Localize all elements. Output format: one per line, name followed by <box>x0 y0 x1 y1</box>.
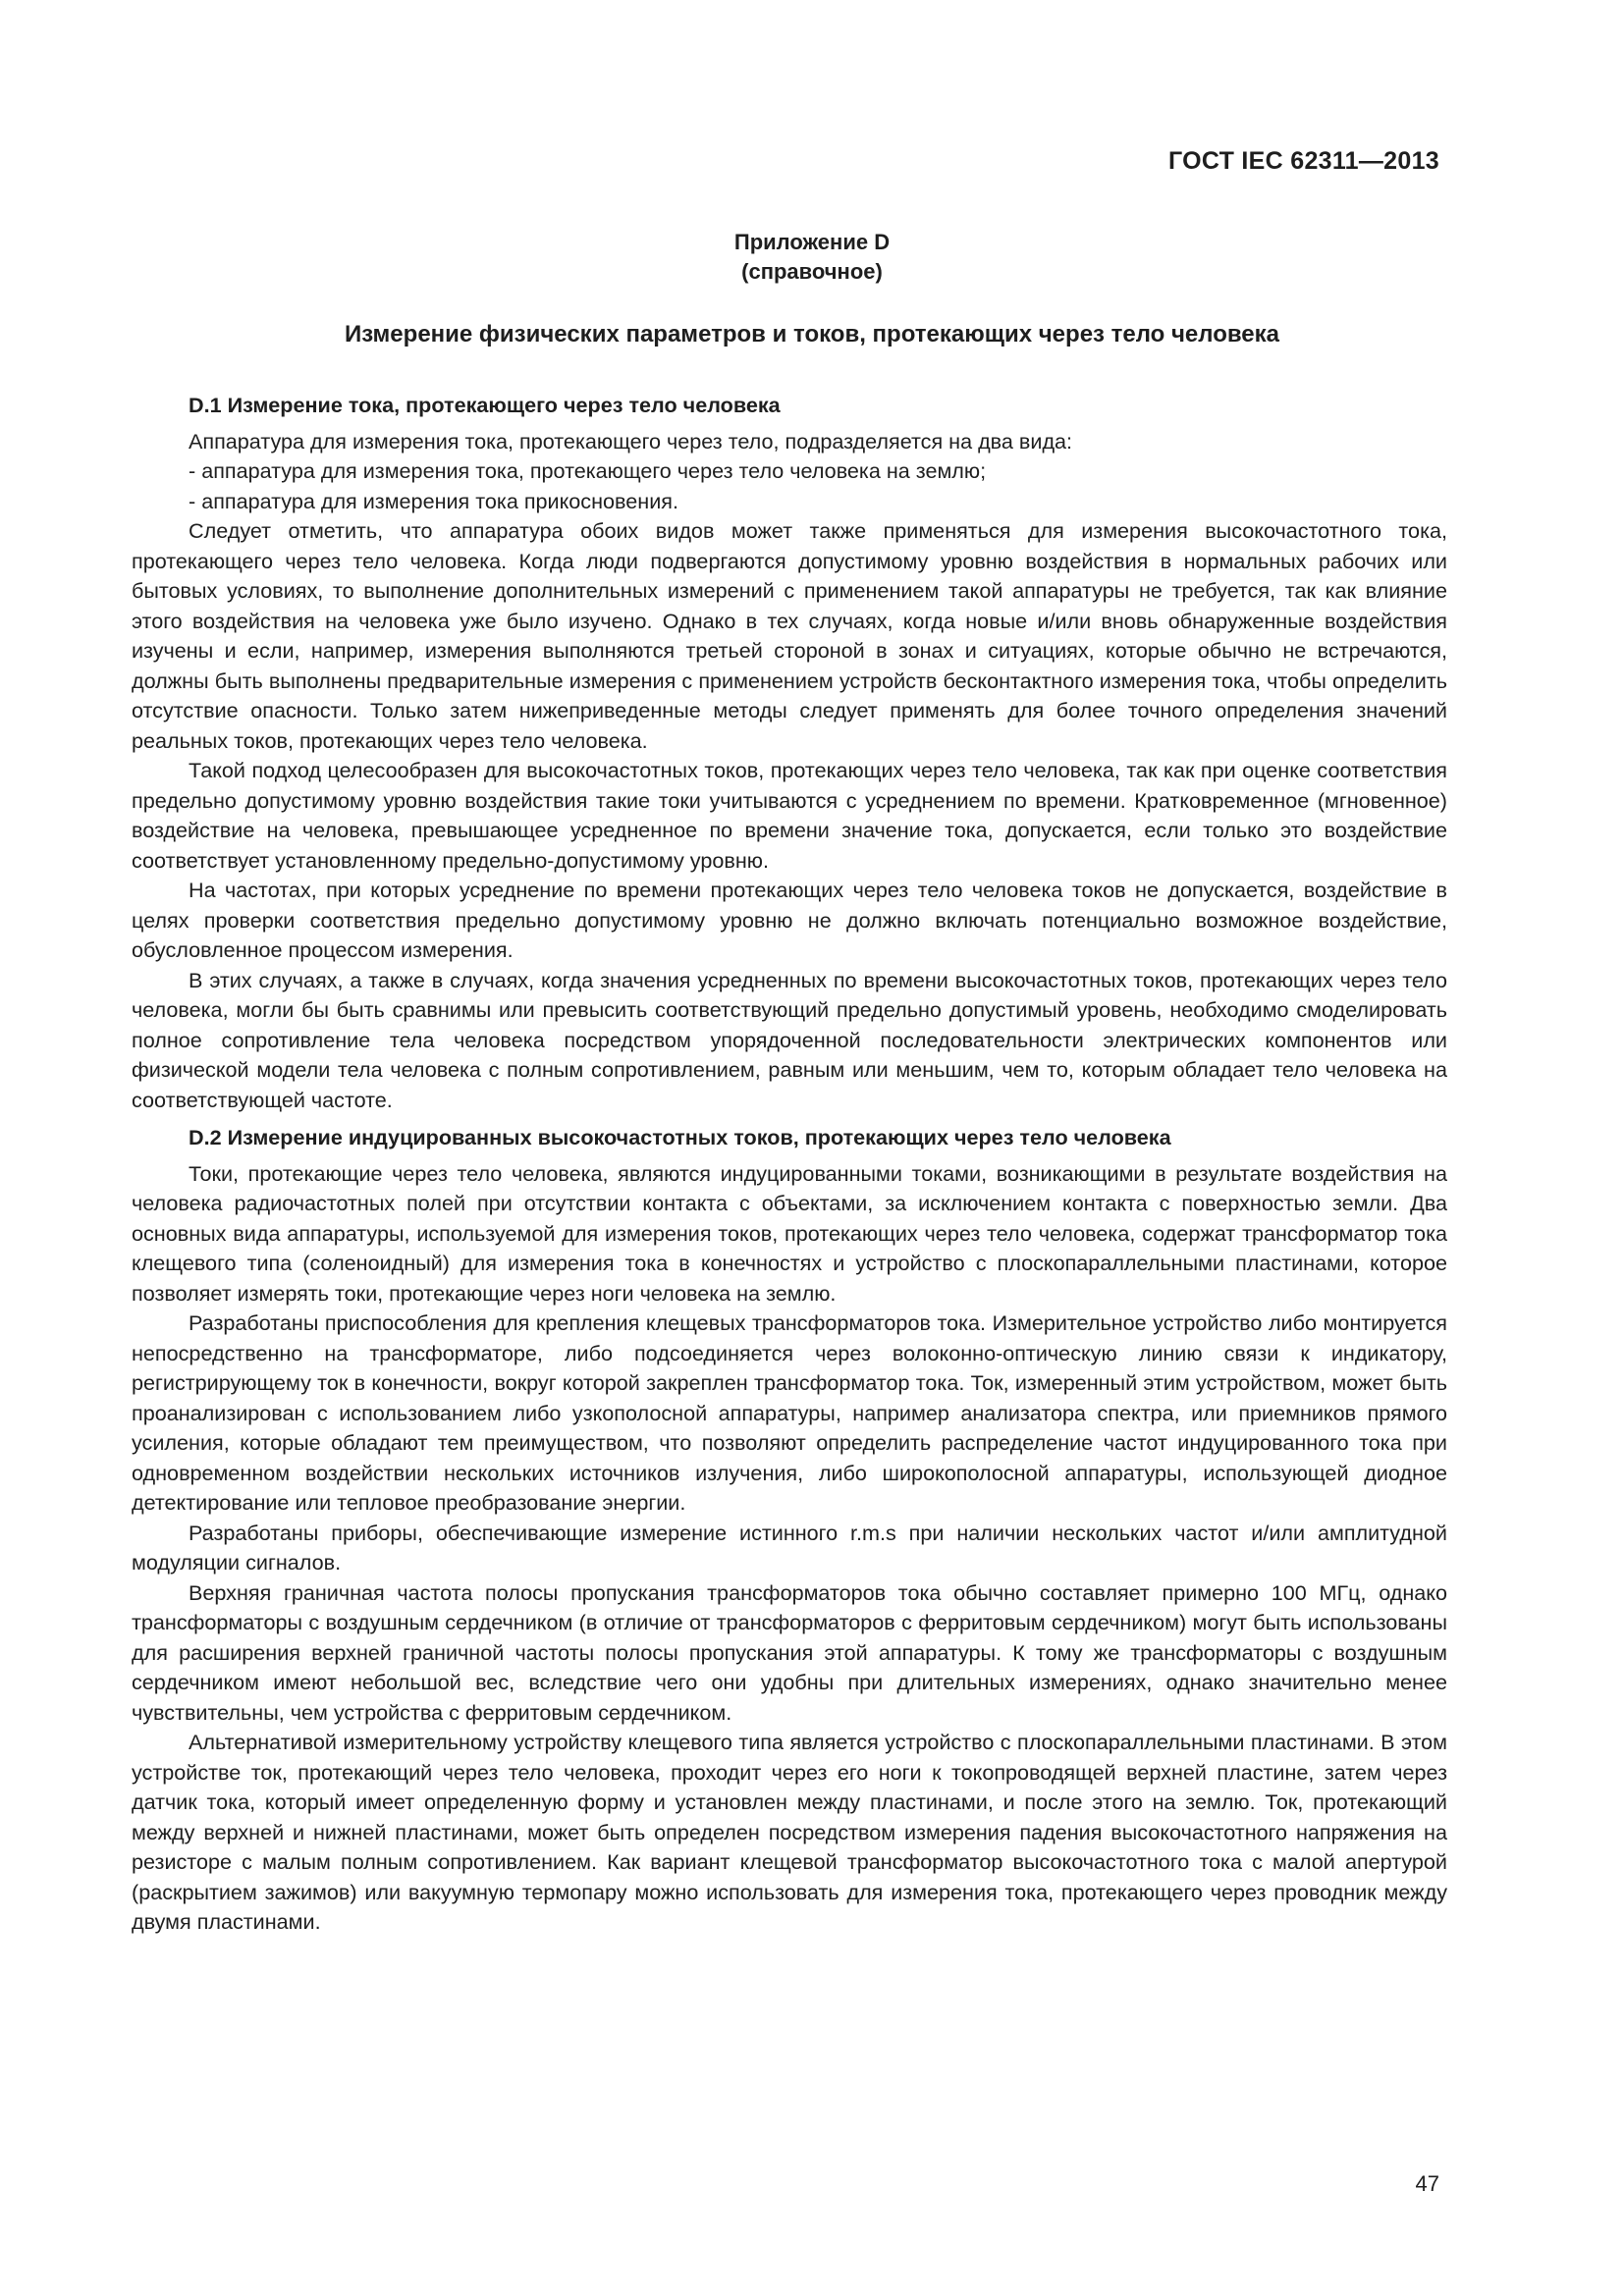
paragraph: Аппаратура для измерения тока, протекающего через тело, подразделяется на два вида: <box>189 428 1073 454</box>
appendix-type: (справочное) <box>741 259 883 284</box>
appendix-label: Приложение D <box>733 230 891 254</box>
list-item: - аппаратура для измерения тока прикосновения. <box>189 488 678 513</box>
paragraph: Такой подход целесообразен для высокочастотных токов, протекающих через тело человека, так как при оценке соответствия предельно допустимому уровню воздействия такие токи учитываются с усреднением по времени. Кратковременное (мгновенное) воздействие на человека, превышающее усредненное по времени значение тока, допускается, если только это воздействие соответствует установленному предельно-допустимому уровню. <box>132 758 1447 873</box>
paragraph: На частотах, при которых усреднение по времени протекающих через тело человека токов не допускается, воздействие в целях проверки соответствия предельно допустимому уровню не должно включать потенциально возможное воздействие, обусловленное процессом измерения. <box>132 878 1447 962</box>
page-number: 47 <box>1415 2171 1439 2196</box>
document-title: Измерение физических параметров и токов, протекающих через тело человека <box>344 321 1280 347</box>
list-item: - аппаратура для измерения тока, протекающего через тело человека на землю; <box>189 458 987 483</box>
section-heading-d1: D.1 Измерение тока, протекающего через тело человека <box>189 393 781 417</box>
paragraph: Альтернативой измерительному устройству клещевого типа является устройство с плоскопараллельными пластинами. В этом устройстве ток, протекающий через тело человека, проходит через его ноги к токопроводящей верхней пластине, затем через датчик тока, который имеет определенную форму и установлен между пластинами, и после этого на землю. Ток, протекающий между верхней и нижней пластинами, может быть определен посредством измерения падения высокочастотного напряжения на резисторе с малым полным сопротивлением. Как вариант клещевой трансформатор высокочастотного тока с малой апертурой (раскрытием зажимов) или вакуумную термопару можно использовать для измерения тока, протекающего через проводник между двумя пластинами. <box>132 1730 1447 1934</box>
paragraph: Токи, протекающие через тело человека, являются индуцированными токами, возникающими в результате воздействия на человека радиочастотных полей при отсутствии контакта с объектами, за исключением контакта с поверхностью земли. Два основных вида аппаратуры, используемой для измерения токов, протекающих через тело человека, содержат трансформатор тока клещевого типа (соленоидный) для измерения тока в конечностях и устройство с плоскопараллельными пластинами, которое позволяет измерять токи, протекающие через ноги человека на землю. <box>132 1160 1447 1306</box>
standard-code: ГОСТ IEC 62311—2013 <box>1167 147 1439 175</box>
paragraph: Следует отметить, что аппаратура обоих видов может также применяться для измерения высокочастотного тока, протекающего через тело человека. Когда люди подвергаются допустимому уровню воздействия в нормальных рабочих или бытовых условиях, то выполнение дополнительных измерений с применением такой аппаратуры не требуется, так как влияние этого воздействия на человека уже было изучено. Однако в тех случаях, когда новые и/или вновь обнаруженные воздействия изучены и если, например, измерения выполняются третьей стороной в зонах и ситуациях, которые обычно не встречаются, должны быть выполнены предварительные измерения с применением устройств бесконтактного измерения тока, чтобы определить отсутствие опасности. Только затем нижеприведенные методы следует применять для более точного определения значений реальных токов, протекающих через тело человека. <box>132 518 1447 753</box>
paragraph: Разработаны приспособления для крепления клещевых трансформаторов тока. Измерительное устройство либо монтируется непосредственно на трансформаторе, либо подсоединяется через волоконно-оптическую линию связи к индикатору, регистрирующему ток в конечности, вокруг которой закреплен трансформатор тока. Ток, измеренный этим устройством, может быть проанализирован с использованием либо узкополосной аппаратуры, например анализатора спектра, или приемников прямого усиления, которые обладают тем преимуществом, что позволяют определить распределение частот индуцированного тока при одновременном воздействии нескольких источников излучения, либо широкополосной аппаратуры, использующей диодное детектирование или тепловое преобразование энергии. <box>132 1310 1447 1515</box>
paragraph: Разработаны приборы, обеспечивающие измерение истинного r.m.s при наличии нескольких частот и/или амплитудной модуляции сигналов. <box>132 1520 1447 1575</box>
appendix-heading <box>0 228 1624 287</box>
body-text <box>132 391 1447 1938</box>
section-heading-d2: D.2 Измерение индуцированных высокочастотных токов, протекающих через тело человека <box>189 1125 1171 1149</box>
paragraph: Верхняя граничная частота полосы пропускания трансформаторов тока обычно составляет примерно 100 МГц, однако трансформаторы с воздушным сердечником (в отличие от трансформаторов с ферритовым сердечником) могут быть использованы для расширения верхней граничной частоты полосы пропускания этой аппаратуры. К тому же трансформаторы с воздушным сердечником имеют небольшой вес, вследствие чего они удобны при длительных измерениях, однако значительно менее чувствительны, чем устройства с ферритовым сердечником. <box>132 1579 1447 1725</box>
paragraph: В этих случаях, а также в случаях, когда значения усредненных по времени высокочастотных токов, протекающих через тело человека, могли бы быть сравнимы или превысить соответствующий предельно допустимый уровень, необходимо смоделировать полное сопротивление тела человека посредством упорядоченной последовательности электрических компонентов или физической модели тела человека с полным сопротивлением, равным или меньшим, чем то, которым обладает тело человека на соответствующей частоте. <box>132 967 1447 1112</box>
